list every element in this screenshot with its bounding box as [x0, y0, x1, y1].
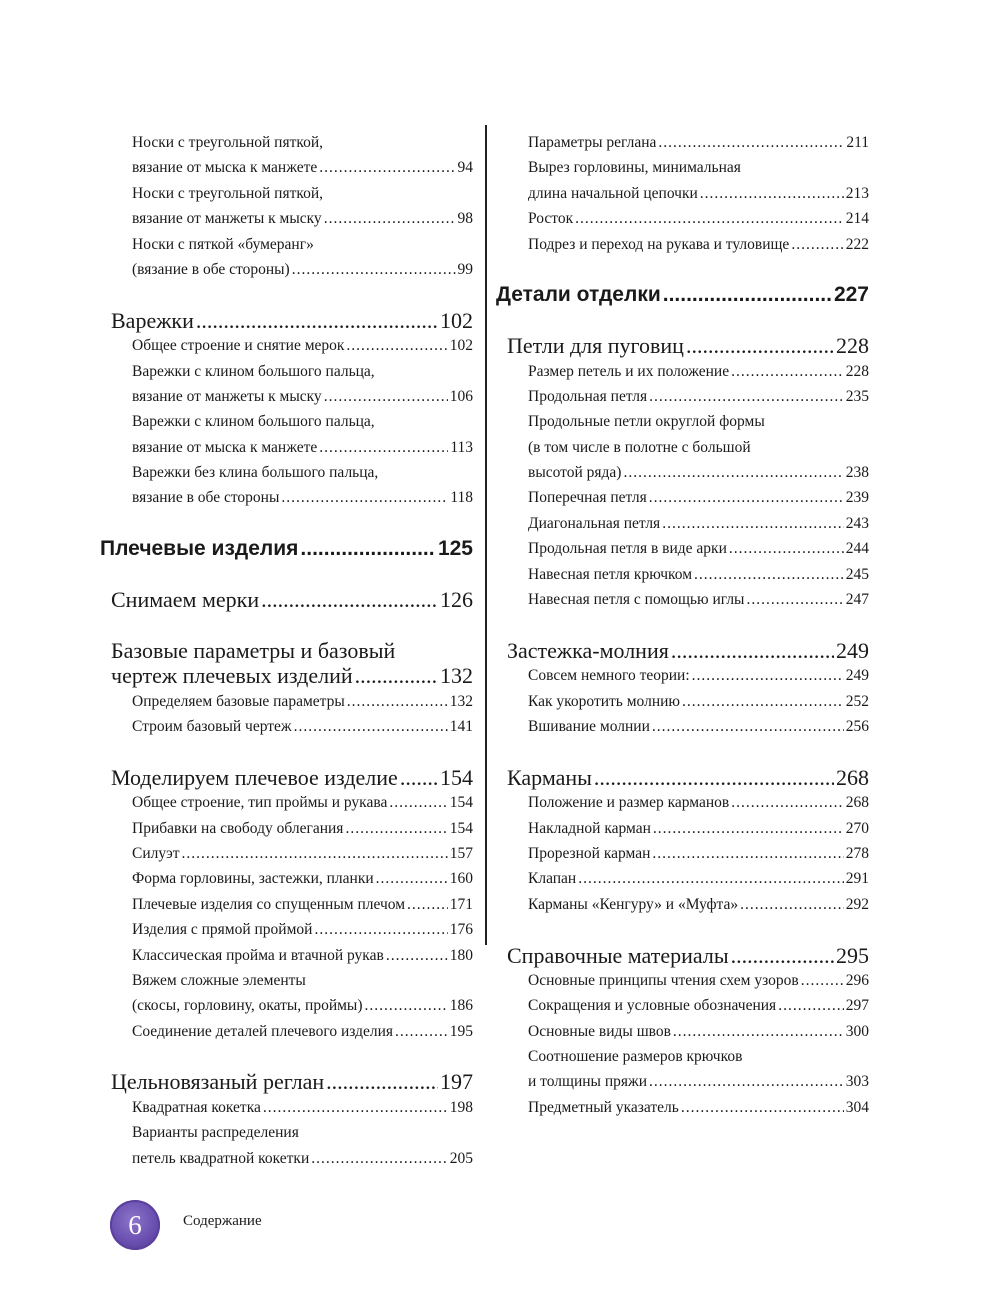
toc-entry[interactable] — [100, 1019, 473, 1044]
toc-entry-page: 154 — [449, 794, 473, 812]
dot-leader — [658, 130, 844, 155]
dot-leader — [731, 943, 834, 968]
toc-section-page: 126 — [440, 587, 473, 613]
toc-entry[interactable] — [496, 993, 869, 1018]
toc-entry[interactable] — [100, 866, 473, 891]
toc-entry-title: Клапан — [528, 870, 577, 888]
dot-leader — [324, 384, 448, 409]
dot-leader — [365, 993, 448, 1018]
dot-leader — [263, 1095, 448, 1120]
toc-entry-page: 132 — [449, 692, 473, 710]
toc-entry[interactable] — [496, 206, 869, 231]
toc-entry-title: Продольная петля — [528, 387, 648, 405]
toc-entry-page: 228 — [845, 362, 869, 380]
toc-chapter-title: Детали отделки — [496, 283, 661, 307]
dot-leader — [692, 663, 844, 688]
dot-leader — [355, 663, 438, 688]
toc-entry[interactable] — [496, 663, 869, 688]
toc-section[interactable] — [496, 638, 869, 663]
toc-entry-page: 270 — [845, 819, 869, 837]
toc-entry-title: Предметный указатель — [528, 1098, 679, 1116]
dot-leader — [196, 308, 438, 333]
toc-entry-title: Соединение деталей плечевого изделия — [132, 1022, 394, 1040]
toc-entry[interactable] — [496, 587, 869, 612]
toc-entry-page: 176 — [449, 921, 473, 939]
toc-entry-line: Носки с треугольной пяткой, — [132, 184, 324, 202]
toc-entry[interactable] — [100, 1095, 473, 1120]
toc-entry-page: 268 — [845, 794, 869, 812]
dot-leader — [300, 536, 436, 561]
toc-entry[interactable] — [496, 485, 869, 510]
toc-section-page: 228 — [836, 333, 869, 359]
toc-chapter-page: 125 — [437, 537, 473, 561]
toc-entry-page: 296 — [845, 971, 869, 989]
toc-right-column — [496, 130, 869, 1120]
toc-entry-title: Параметры реглана — [528, 134, 657, 151]
toc-entry-page: 256 — [845, 717, 869, 735]
toc-entry-page: 245 — [845, 565, 869, 583]
toc-entry-title: Общее строение, тип проймы и рукава — [132, 794, 388, 812]
dot-leader — [347, 689, 448, 714]
toc-entry[interactable] — [496, 866, 869, 891]
dot-leader — [594, 765, 834, 790]
dot-leader — [663, 282, 832, 307]
dot-leader — [653, 816, 844, 841]
toc-entry-page: 222 — [845, 235, 869, 253]
dot-leader — [395, 1019, 448, 1044]
toc-entry[interactable] — [100, 790, 473, 815]
toc-entry[interactable] — [100, 714, 473, 739]
toc-entry-title: Прибавки на свободу облегания — [132, 819, 344, 837]
toc-section-page: 249 — [836, 637, 869, 663]
toc-entry-page: 102 — [449, 337, 473, 355]
toc-entry-line: Варежки с клином большого пальца, — [132, 413, 375, 431]
toc-entry-page: 99 — [457, 260, 473, 278]
toc-section[interactable] — [100, 587, 473, 612]
toc-section-page: 132 — [440, 663, 473, 689]
toc-spacer — [100, 511, 473, 536]
toc-entry-title: Размер петель и их положение — [528, 362, 730, 380]
dot-leader — [729, 536, 844, 561]
dot-leader — [261, 587, 438, 612]
toc-spacer — [100, 562, 473, 587]
toc-entry-page: 213 — [845, 184, 869, 202]
toc-entry[interactable] — [496, 511, 869, 536]
toc-spacer — [100, 282, 473, 307]
toc-entry[interactable] — [100, 384, 473, 409]
dot-leader — [345, 816, 447, 841]
toc-entry-title: Классическая пройма и втачной рукав — [132, 946, 384, 964]
dot-leader — [649, 384, 844, 409]
toc-entry-page: 171 — [449, 895, 473, 913]
dot-leader — [294, 714, 448, 739]
toc-entry-title: Положение и размер карманов — [528, 794, 730, 812]
toc-entry[interactable] — [100, 435, 473, 460]
dot-leader — [281, 485, 448, 510]
toc-spacer — [496, 612, 869, 637]
toc-entry-title: Изделия с прямой проймой — [132, 921, 313, 939]
toc-entry-line: Варежки без клина большого пальца, — [132, 464, 379, 482]
toc-entry-page: 214 — [845, 210, 869, 228]
toc-entry-title: Совсем немного теории: — [528, 667, 690, 685]
toc-entry[interactable] — [100, 689, 473, 714]
toc-entry-page: 278 — [845, 844, 869, 862]
toc-entry-page: 180 — [449, 946, 473, 964]
toc-entry[interactable] — [496, 359, 869, 384]
toc-entry-page: 249 — [845, 667, 869, 685]
toc-entry-line: Варианты распределения — [132, 1124, 299, 1142]
toc-section-title: Справочные материалы — [507, 942, 729, 968]
toc-entry-title: Плечевые изделия со спущенным плечом — [132, 895, 406, 913]
toc-entry-line: Носки с пяткой «бумеранг» — [132, 235, 314, 253]
toc-entry[interactable] — [496, 562, 869, 587]
toc-entry[interactable] — [496, 968, 869, 993]
dot-leader — [182, 841, 448, 866]
toc-section[interactable] — [496, 333, 869, 358]
dot-leader — [731, 790, 844, 815]
toc-section[interactable] — [496, 943, 869, 968]
toc-entry-title: Подрез и переход на рукава и туловище — [528, 235, 790, 253]
toc-entry-page: 238 — [845, 464, 869, 482]
toc-entry-title: вязание от манжеты к мыску — [132, 210, 322, 228]
toc-section-line: Базовые параметры и базовый — [111, 637, 396, 663]
dot-leader — [649, 485, 844, 510]
toc-entry-title: высотой ряда) — [528, 464, 622, 482]
toc-section[interactable] — [496, 765, 869, 790]
toc-entry-title: Строим базовый чертеж — [132, 717, 292, 735]
column-divider — [485, 125, 487, 945]
toc-entry[interactable] — [496, 1069, 869, 1094]
toc-entry[interactable] — [496, 816, 869, 841]
dot-leader — [778, 993, 844, 1018]
toc-entry-page: 186 — [449, 997, 473, 1015]
toc-entry[interactable] — [496, 460, 869, 485]
toc-entry-title: Карманы «Кенгуру» и «Муфта» — [528, 895, 739, 913]
toc-entry-title: Навесная петля с помощью иглы — [528, 591, 745, 609]
toc-entry[interactable] — [100, 816, 473, 841]
toc-entry-page: 239 — [845, 489, 869, 507]
toc-chapter-title: Плечевые изделия — [100, 537, 299, 561]
toc-entry-title: Основные принципы чтения схем узоров — [528, 971, 799, 989]
toc-entry[interactable] — [496, 130, 869, 155]
toc-section-page: 154 — [440, 764, 473, 790]
dot-leader — [400, 765, 438, 790]
toc-spacer — [496, 739, 869, 764]
toc-entry-page: 297 — [845, 997, 869, 1015]
toc-entry[interactable] — [100, 155, 473, 180]
toc-entry-title: Продольная петля в виде арки — [528, 540, 727, 558]
toc-entry-page: 106 — [449, 387, 473, 405]
toc-spacer — [496, 257, 869, 282]
toc-entry-title: Квадратная кокетка — [132, 1098, 261, 1116]
page-number: 6 — [128, 1209, 142, 1240]
dot-leader — [700, 181, 844, 206]
toc-section-title: Снимаем мерки — [111, 587, 260, 613]
toc-entry-page: 292 — [845, 895, 869, 913]
toc-entry-page: 304 — [845, 1098, 869, 1116]
toc-entry-title: вязание в обе стороны — [132, 489, 280, 507]
toc-section-title: Петли для пуговиц — [507, 333, 684, 359]
toc-spacer — [100, 739, 473, 764]
toc-section-page: 295 — [836, 942, 869, 968]
dot-leader — [578, 866, 844, 891]
toc-entry[interactable] — [496, 892, 869, 917]
toc-section-page: 197 — [440, 1069, 473, 1095]
toc-entry-title: Поперечная петля — [528, 489, 647, 507]
toc-entry-title: Силуэт — [132, 844, 180, 862]
toc-section-title: Варежки — [111, 307, 194, 333]
toc-entry[interactable] — [496, 790, 869, 815]
toc-entry[interactable] — [100, 892, 473, 917]
toc-entry-page: 198 — [449, 1098, 473, 1116]
toc-section[interactable] — [100, 308, 473, 333]
toc-entry-line: Носки с треугольной пяткой, — [132, 134, 324, 151]
toc-entry-title: Основные виды швов — [528, 1022, 671, 1040]
dot-leader — [662, 511, 844, 536]
toc-entry[interactable] — [496, 841, 869, 866]
toc-left-column — [100, 130, 473, 1171]
toc-entry-line: Вяжем сложные элементы — [132, 971, 306, 989]
dot-leader — [575, 206, 844, 231]
toc-entry-title: (вязание в обе стороны) — [132, 260, 290, 278]
toc-entry-page: 98 — [457, 210, 473, 228]
toc-entry-page: 247 — [845, 591, 869, 609]
dot-leader — [731, 359, 844, 384]
dot-leader — [694, 562, 844, 587]
toc-entry-page: 141 — [449, 717, 473, 735]
toc-entry-page: 211 — [846, 134, 869, 151]
toc-entry-page: 154 — [449, 819, 473, 837]
toc-entry-title: вязание от мыска к манжете — [132, 159, 318, 177]
toc-section[interactable] — [100, 663, 473, 688]
toc-entry-title: (скосы, горловину, окаты, проймы) — [132, 997, 363, 1015]
page-number-badge — [110, 1200, 160, 1250]
toc-entry-line: Вырез горловины, минимальная — [528, 159, 741, 177]
dot-leader — [319, 155, 455, 180]
toc-entry-page: 252 — [845, 692, 869, 710]
dot-leader — [326, 1069, 438, 1094]
toc-entry-page: 118 — [450, 489, 473, 507]
toc-section-title: Карманы — [507, 764, 592, 790]
toc-entry-line: (в том числе в полотне с большой — [528, 438, 751, 456]
toc-entry-line: Соотношение размеров крючков — [528, 1048, 743, 1066]
toc-entry-page: 303 — [845, 1073, 869, 1091]
toc-entry-page: 195 — [449, 1022, 473, 1040]
toc-entry-title: вязание от манжеты к мыску — [132, 387, 322, 405]
toc-entry-title: вязание от мыска к манжете — [132, 438, 318, 456]
toc-entry-page: 160 — [449, 870, 473, 888]
dot-leader — [623, 460, 843, 485]
toc-chapter-page: 227 — [833, 283, 869, 307]
toc-entry[interactable] — [496, 232, 869, 257]
toc-entry-page: 94 — [457, 159, 473, 177]
toc-entry-title: Общее строение и снятие мерок — [132, 337, 345, 355]
toc-section-page: 102 — [440, 307, 473, 333]
dot-leader — [673, 1019, 844, 1044]
toc-entry-line: Варежки с клином большого пальца, — [132, 362, 375, 380]
toc-entry[interactable] — [100, 917, 473, 942]
toc-entry-title: Росток — [528, 210, 574, 228]
dot-leader — [386, 943, 448, 968]
toc-spacer — [496, 308, 869, 333]
dot-leader — [686, 333, 834, 358]
toc-entry-page: 244 — [845, 540, 869, 558]
dot-leader — [652, 841, 843, 866]
toc-entry-page: 300 — [845, 1022, 869, 1040]
toc-spacer — [100, 612, 473, 637]
toc-entry-page: 291 — [845, 870, 869, 888]
dot-leader — [681, 1095, 844, 1120]
toc-section[interactable] — [100, 765, 473, 790]
toc-entry[interactable] — [100, 993, 473, 1018]
dot-leader — [652, 714, 844, 739]
dot-leader — [376, 866, 448, 891]
toc-section[interactable] — [100, 1069, 473, 1094]
dot-leader — [649, 1069, 844, 1094]
toc-entry[interactable] — [100, 206, 473, 231]
dot-leader — [292, 257, 456, 282]
toc-entry[interactable] — [496, 1019, 869, 1044]
toc-entry-title: Сокращения и условные обозначения — [528, 997, 777, 1015]
toc-entry[interactable] — [496, 536, 869, 561]
toc-entry-title: Форма горловины, застежки, планки — [132, 870, 374, 888]
toc-entry-page: 205 — [449, 1149, 473, 1167]
toc-entry-title: Вшивание молнии — [528, 717, 650, 735]
dot-leader — [319, 435, 448, 460]
toc-section-title: Застежка-молния — [507, 637, 669, 663]
dot-leader — [671, 638, 834, 663]
toc-entry[interactable] — [100, 333, 473, 358]
dot-leader — [791, 232, 843, 257]
toc-entry[interactable] — [496, 384, 869, 409]
toc-entry-line: Продольные петли округлой формы — [528, 413, 765, 431]
toc-entry-title: и толщины пряжи — [528, 1073, 648, 1091]
toc-entry[interactable] — [496, 714, 869, 739]
toc-entry[interactable] — [496, 1095, 869, 1120]
toc-spacer — [496, 917, 869, 942]
toc-entry-title: длина начальной цепочки — [528, 184, 698, 202]
dot-leader — [407, 892, 448, 917]
running-footer: Содержание — [183, 1213, 262, 1229]
dot-leader — [389, 790, 447, 815]
dot-leader — [324, 206, 456, 231]
toc-chapter[interactable] — [496, 282, 869, 307]
toc-section-title: чертеж плечевых изделий — [111, 663, 353, 689]
toc-entry-page: 235 — [845, 387, 869, 405]
toc-entry[interactable] — [100, 257, 473, 282]
toc-entry[interactable] — [496, 181, 869, 206]
toc-section-title: Моделируем плечевое изделие — [111, 764, 398, 790]
toc-entry-title: Определяем базовые параметры — [132, 692, 345, 710]
toc-section-title: Цельновязаный реглан — [111, 1069, 325, 1095]
dot-leader — [346, 333, 447, 358]
toc-entry[interactable] — [496, 689, 869, 714]
toc-entry-title: Навесная петля крючком — [528, 565, 692, 583]
toc-entry-page: 157 — [449, 844, 473, 862]
dot-leader — [314, 917, 447, 942]
toc-entry-title: Накладной карман — [528, 819, 651, 837]
toc-entry-page: 243 — [845, 514, 869, 532]
toc-entry[interactable] — [100, 485, 473, 510]
dot-leader — [682, 689, 844, 714]
toc-entry[interactable] — [100, 1146, 473, 1171]
toc-entry[interactable] — [100, 943, 473, 968]
toc-chapter[interactable] — [100, 536, 473, 561]
toc-entry[interactable] — [100, 841, 473, 866]
dot-leader — [801, 968, 844, 993]
toc-entry-title: Прорезной карман — [528, 844, 651, 862]
toc-section-page: 268 — [836, 764, 869, 790]
dot-leader — [311, 1146, 447, 1171]
toc-spacer — [100, 1044, 473, 1069]
toc-entry-title: петель квадратной кокетки — [132, 1149, 310, 1167]
dot-leader — [746, 587, 843, 612]
toc-entry-title: Диагональная петля — [528, 514, 661, 532]
toc-entry-page: 113 — [450, 438, 473, 456]
dot-leader — [740, 892, 844, 917]
toc-entry-title: Как укоротить молнию — [528, 692, 681, 710]
